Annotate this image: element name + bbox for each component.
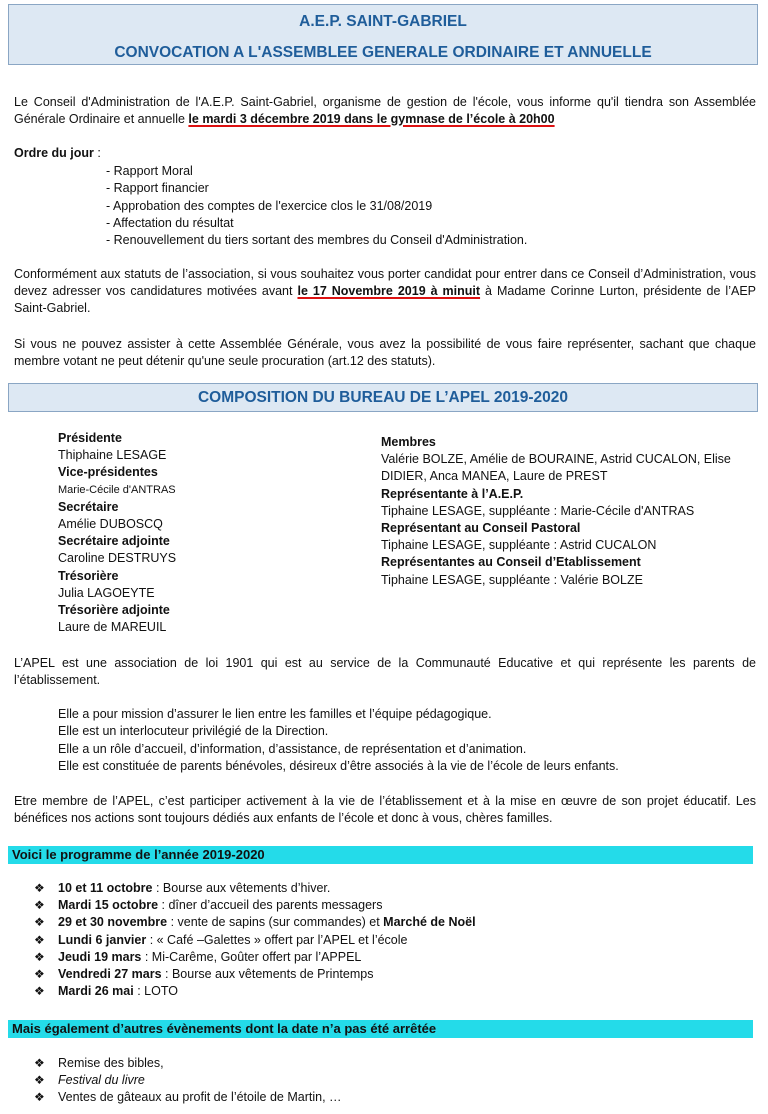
mission-item: Elle est constituée de parents bénévoles, désireux d’être associés à la vie de l’école de leurs enfants.	[58, 758, 619, 773]
diamond-bullet-icon: ❖	[34, 898, 45, 913]
programme-date: 29 et 30 novembre	[58, 915, 168, 930]
diamond-bullet-icon: ❖	[34, 932, 45, 947]
bureau-name: Marie-Cécile d'ANTRAS	[58, 483, 176, 496]
proxy-paragraph: Si vous ne pouvez assister à cette Assemblée Générale, vous avez la possibilité de vous faire représenter, sachant que chaque membre votant ne peut détenir qu'une seule procuration (art.12 des statuts).	[14, 337, 756, 368]
bureau-role: Secrétaire	[58, 499, 119, 514]
programme-desc: : Bourse aux vêtements de Printemps	[161, 967, 374, 982]
agenda-item: - Approbation des comptes de l'exercice clos le 31/08/2019	[106, 198, 433, 213]
other-event-text: Festival du livre	[58, 1073, 145, 1088]
programme-desc: : dîner d’accueil des parents messagers	[158, 898, 383, 913]
diamond-bullet-icon: ❖	[34, 1056, 45, 1070]
diamond-bullet-icon: ❖	[34, 881, 45, 895]
mission-item: Elle a pour mission d’assurer le lien entre les familles et l’équipe pédagogique.	[58, 707, 492, 721]
programme-title: Voici le programme de l’année 2019-2020	[8, 846, 753, 864]
mission-list	[58, 706, 748, 775]
mission-item: Elle a un rôle d’accueil, d’information, d’assistance, de représentation et d’animation.	[58, 741, 527, 756]
bureau-name: Tiphaine LESAGE, suppléante : Marie-Cécile d'ANTRAS	[381, 503, 695, 518]
programme-date: Lundi 6 janvier	[58, 932, 147, 947]
programme-desc: : « Café –Galettes » offert par l’APEL et l’école	[146, 932, 408, 947]
bureau-role: Vice-présidentes	[58, 465, 158, 480]
agenda-label: Ordre du jour :	[14, 146, 101, 160]
bureau-name: Amélie DUBOSCQ	[58, 517, 163, 532]
programme-highlight: Marché de Noël	[383, 915, 476, 930]
programme-date: Mardi 15 octobre	[58, 898, 159, 913]
diamond-bullet-icon: ❖	[34, 1090, 45, 1105]
bureau-role: Membres	[381, 435, 436, 449]
diamond-bullet-icon: ❖	[34, 1073, 45, 1088]
other-events-list	[34, 1055, 342, 1107]
programme-item	[34, 880, 476, 897]
bureau-role: Présidente	[58, 431, 122, 445]
programme-date: Jeudi 19 mars	[58, 949, 142, 964]
intro-paragraph	[14, 94, 756, 128]
diamond-bullet-icon: ❖	[34, 967, 45, 982]
intro-date-highlight: le mardi 3 décembre 2019 dans le gymnase de l’école à 20h00	[188, 111, 555, 126]
programme-item	[34, 914, 476, 931]
bureau-role: Trésorière adjointe	[58, 603, 170, 618]
bureau-role: Représentantes au Conseil d’Etablissement	[381, 555, 641, 570]
programme-list	[34, 880, 476, 1000]
bureau-right-column	[381, 434, 751, 589]
agenda-item: - Rapport Moral	[106, 164, 193, 178]
bureau-name: Julia LAGOEYTE	[58, 585, 155, 600]
header-banner	[8, 4, 758, 65]
bureau-name: Laure de MAREUIL	[58, 620, 167, 635]
bureau-role: Secrétaire adjointe	[58, 534, 170, 549]
programme-desc: : vente de sapins (sur commandes) et	[167, 915, 384, 930]
programme-date: 10 et 11 octobre	[58, 881, 153, 895]
other-event-text: Ventes de gâteaux au profit de l’étoile de Martin, …	[58, 1090, 342, 1105]
other-event-text: Remise des bibles,	[58, 1056, 164, 1070]
other-event-item	[34, 1055, 342, 1072]
diamond-bullet-icon: ❖	[34, 949, 45, 964]
bureau-role: Trésorière	[58, 568, 119, 583]
agenda-item: - Affectation du résultat	[106, 215, 234, 230]
diamond-bullet-icon: ❖	[34, 984, 45, 999]
agenda-item: - Rapport financier	[106, 181, 209, 196]
intro-text: Le Conseil d'Administration de l'A.E.P. Saint-Gabriel, organisme de gestion de l'école, vous informe qu'il tiendra son Assemblée Générale Ordinaire et annuelle	[14, 95, 756, 126]
candidacy-paragraph: Conformément aux statuts de l’association, si vous souhaitez vous porter candidat pour entrer dans ce Conseil d’Administration, vous devez adresser vos candidatures motivées avant le 17 Novembre 2019 à minuit à Madame Corinne Lurton, présidente de l’AEP Saint-Gabriel.	[14, 267, 756, 315]
programme-item	[34, 949, 476, 966]
bureau-left-column	[58, 430, 358, 636]
bureau-name: Caroline DESTRUYS	[58, 551, 177, 566]
programme-desc: : LOTO	[133, 984, 178, 999]
mission-item: Elle est un interlocuteur privilégié de la Direction.	[58, 724, 329, 739]
bureau-banner: COMPOSITION DU BUREAU DE L’APEL 2019-2020	[8, 383, 758, 412]
apel-intro-paragraph: L’APEL est une association de loi 1901 qui est au service de la Communauté Educative et qui représente les parents de l’établissement.	[14, 656, 756, 687]
other-event-item	[34, 1072, 342, 1089]
programme-desc: : Mi-Carême, Goûter offert par l’APPEL	[141, 949, 362, 964]
other-event-item	[34, 1089, 342, 1106]
bureau-role: Représentante à l’A.E.P.	[381, 486, 524, 501]
bureau-name: Valérie BOLZE, Amélie de BOURAINE, Astrid CUCALON, Elise DIDIER, Anca MANEA, Laure de PREST	[381, 452, 731, 484]
bureau-name: Tiphaine LESAGE, suppléante : Astrid CUCALON	[381, 538, 657, 553]
candidacy-deadline: le 17 Novembre 2019 à minuit	[297, 283, 481, 298]
org-name: A.E.P. SAINT-GABRIEL	[299, 13, 467, 30]
document-title: CONVOCATION A L'ASSEMBLEE GENERALE ORDINAIRE ET ANNUELLE	[114, 44, 652, 61]
agenda-list	[106, 163, 527, 249]
agenda-item: - Renouvellement du tiers sortant des membres du Conseil d'Administration.	[106, 233, 528, 248]
programme-date: Vendredi 27 mars	[58, 967, 162, 982]
bureau-name: Thiphaine LESAGE	[58, 448, 167, 463]
programme-date: Mardi 26 mai	[58, 984, 134, 999]
programme-item	[34, 966, 476, 983]
other-events-title: Mais également d’autres évènements dont la date n’a pas été arrêtée	[8, 1020, 753, 1038]
bureau-role: Représentant au Conseil Pastoral	[381, 521, 581, 536]
diamond-bullet-icon: ❖	[34, 915, 45, 930]
programme-desc: : Bourse aux vêtements d’hiver.	[152, 881, 331, 895]
programme-item	[34, 897, 476, 914]
bureau-name: Tiphaine LESAGE, suppléante : Valérie BOLZE	[381, 572, 643, 587]
programme-item	[34, 983, 476, 1000]
member-paragraph: Etre membre de l’APEL, c’est participer activement à la vie de l’établissement et à la mise en œuvre de son projet éducatif. Les bénéfices nos actions sont toujours dédiés aux enfants de l’école et donc à vous, chères familles.	[14, 794, 756, 825]
programme-item	[34, 932, 476, 949]
